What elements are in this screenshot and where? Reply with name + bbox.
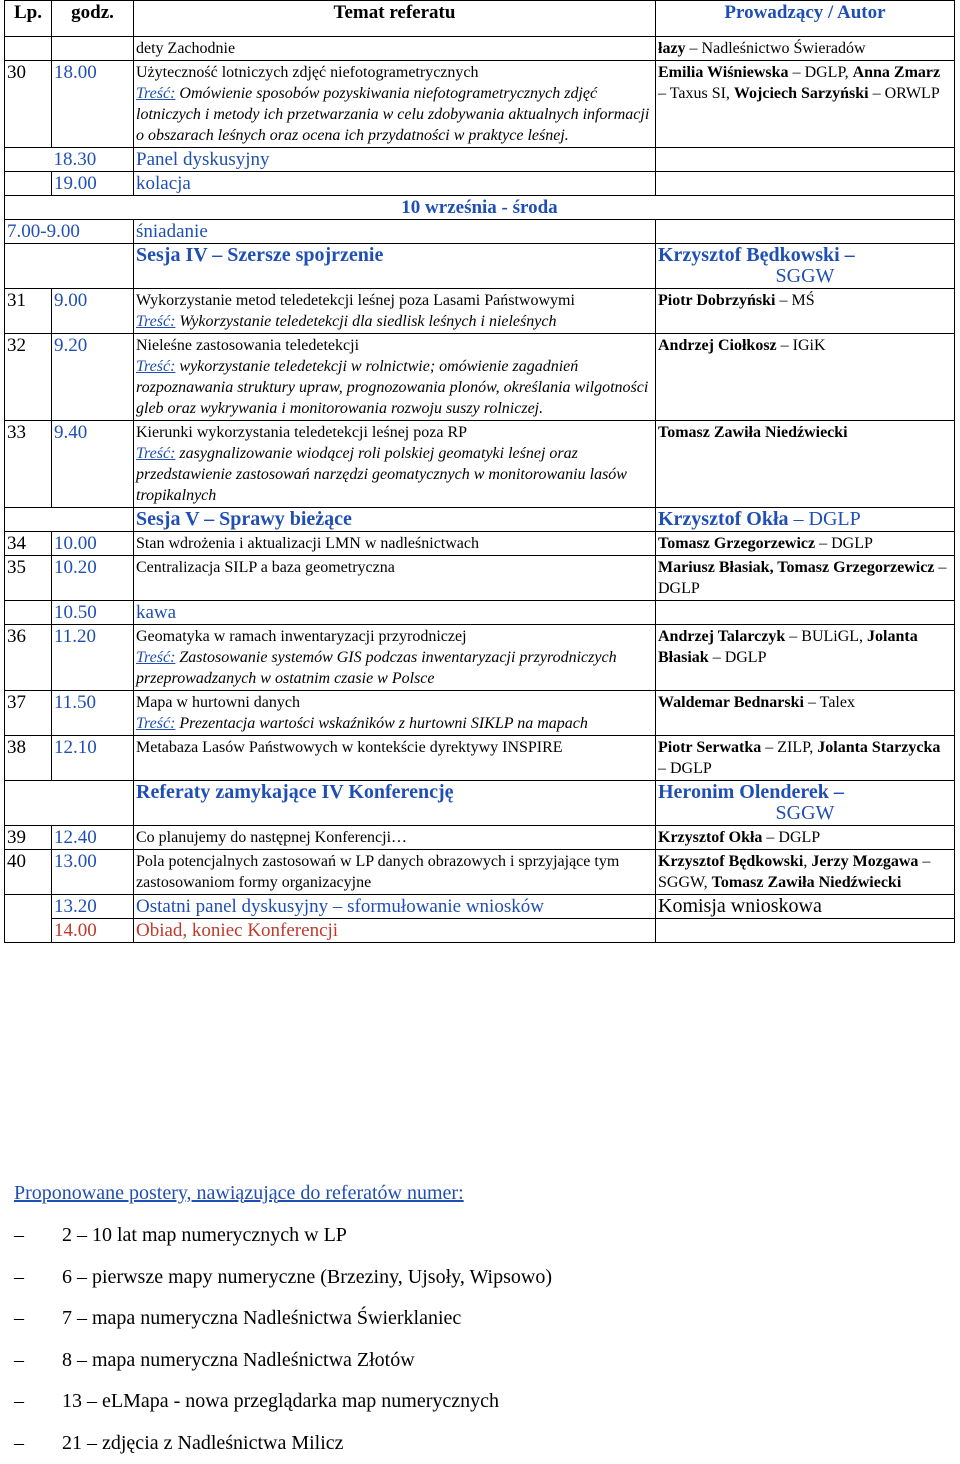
content-label: Treść:: [136, 649, 175, 666]
author-name: Anna Zmarz: [853, 64, 941, 81]
author-name: Jolanta Błasiak: [658, 628, 918, 666]
content-label: Treść:: [136, 313, 175, 330]
session-row: [5, 508, 955, 532]
topic-content: [136, 356, 653, 419]
chair-org: SGGW: [658, 803, 952, 824]
table-row: [5, 289, 955, 334]
table-row: [5, 532, 955, 556]
table-row: [5, 220, 955, 244]
row-time: 9.40: [52, 421, 134, 508]
topic-title: Metabaza Lasów Państwowych w kontekście dyrektywy INSPIRE: [134, 736, 656, 781]
panel-label: Panel dyskusyjny: [134, 148, 656, 172]
topic-content: [136, 443, 653, 506]
table-row: [5, 37, 955, 61]
list-item: [14, 1215, 944, 1257]
topic-title: Nieleśne zastosowania teledetekcji: [136, 335, 653, 356]
author-cell: [656, 61, 955, 148]
topic-content: [136, 713, 653, 734]
row-time: 13.20: [52, 895, 134, 919]
author-org: – SGGW,: [658, 853, 930, 891]
topic-title: Centralizacja SILP a baza geometryczna: [134, 556, 656, 601]
author-name: Jerzy Mozgawa: [811, 853, 918, 870]
table-row: [5, 691, 955, 736]
content-label: Treść:: [136, 445, 175, 462]
author-cell: [656, 691, 955, 736]
table-row: [5, 148, 955, 172]
row-number: 34: [5, 532, 52, 556]
final-panel-label: Ostatni panel dyskusyjny – sformułowanie wniosków: [134, 895, 656, 919]
row-number: 38: [5, 736, 52, 781]
author-name: Piotr Serwatka: [658, 739, 761, 756]
author-cell: [656, 736, 955, 781]
content-label: Treść:: [136, 85, 175, 102]
author-name: Andrzej Talarczyk: [658, 628, 785, 645]
list-item: [14, 1257, 944, 1299]
author-org: – DGLP: [709, 649, 767, 666]
list-item: [14, 1381, 944, 1423]
topic-cell: dety Zachodnie: [134, 37, 656, 61]
author-name: Krzysztof Okła: [658, 829, 762, 846]
table-row: [5, 334, 955, 421]
day-heading: 10 września - środa: [5, 196, 955, 220]
kolacja-label: kolacja: [134, 172, 656, 196]
posters-title: Proponowane postery, nawiązujące do referatów numer:: [14, 1182, 944, 1205]
author-cell: [656, 532, 955, 556]
author-name: Mariusz Błasiak, Tomasz Grzegorzewicz: [658, 559, 934, 576]
session-row: [5, 244, 955, 289]
table-row: [5, 826, 955, 850]
table-row: [5, 895, 955, 919]
session-title: Referaty zamykające IV Konferencję: [134, 781, 656, 826]
author-org: – IGiK: [777, 337, 826, 354]
author-org: – DGLP: [815, 535, 873, 552]
table-row: [5, 601, 955, 625]
author-org: – Taxus SI,: [658, 85, 734, 102]
row-number: 31: [5, 289, 52, 334]
row-number: 32: [5, 334, 52, 421]
content-label: Treść:: [136, 358, 175, 375]
poster-text: 6 – pierwsze mapy numeryczne (Brzeziny, Ujsoły, Wipsowo): [62, 1257, 552, 1299]
session-chair: [656, 781, 955, 826]
dash-bullet: –: [14, 1340, 62, 1382]
row-time: 13.00: [52, 850, 134, 895]
topic-title: Geomatyka w ramach inwentaryzacji przyrodniczej: [136, 626, 653, 647]
posters-list: [14, 1215, 944, 1464]
author-org: – DGLP: [658, 559, 946, 597]
breakfast-label: śniadanie: [134, 220, 656, 244]
chair-org: – DGLP: [789, 508, 861, 530]
content-text: Zastosowanie systemów GIS podczas inwentaryzacji przyrodniczych przeprowadzanych w ostatnim czasie w Polsce: [136, 649, 617, 687]
col-header-temat: Temat referatu: [134, 1, 656, 37]
row-time: 14.00: [52, 919, 134, 943]
table-row: [5, 919, 955, 943]
chair-org: SGGW: [658, 266, 952, 287]
chair-name: Krzysztof Będkowski –: [658, 244, 855, 266]
day-row: [5, 196, 955, 220]
row-time: 12.40: [52, 826, 134, 850]
topic-title: Wykorzystanie metod teledetekcji leśnej poza Lasami Państwowymi: [136, 290, 653, 311]
list-item: [14, 1298, 944, 1340]
dinner-label: Obiad, koniec Konferencji: [134, 919, 656, 943]
agenda-table: [4, 0, 955, 943]
author-org: – DGLP,: [789, 64, 853, 81]
session-title: Sesja IV – Szersze spojrzenie: [134, 244, 656, 289]
dash-bullet: –: [14, 1381, 62, 1423]
col-header-autor: Prowadzący / Autor: [656, 1, 955, 37]
row-time: 19.00: [52, 172, 134, 196]
author-name: łazy: [658, 40, 686, 57]
author-org: – ZILP,: [761, 739, 817, 756]
author-org: ,: [803, 853, 811, 870]
row-number: 40: [5, 850, 52, 895]
dash-bullet: –: [14, 1298, 62, 1340]
content-text: wykorzystanie teledetekcji w rolnictwie; omówienie zagadnień rozpoznawania struktury upraw, prognozowania plonów, określania wilgotności gleb oraz wykrywania i monitorowania rozwoju suszy rolniczej.: [136, 358, 648, 417]
topic-cell: [134, 625, 656, 691]
author-cell: [656, 289, 955, 334]
author-cell: [656, 625, 955, 691]
poster-text: 7 – mapa numeryczna Nadleśnictwa Świerklaniec: [62, 1298, 461, 1340]
author-name: Emilia Wiśniewska: [658, 64, 789, 81]
table-row: [5, 850, 955, 895]
topic-content: [136, 647, 653, 689]
row-time: 18.00: [52, 61, 134, 148]
poster-text: 8 – mapa numeryczna Nadleśnictwa Złotów: [62, 1340, 415, 1382]
chair-name: Krzysztof Okła: [658, 508, 789, 530]
table-row: [5, 556, 955, 601]
table-row: [5, 172, 955, 196]
topic-cell: [134, 334, 656, 421]
author-org: – DGLP: [762, 829, 820, 846]
topic-cell: [134, 289, 656, 334]
topic-title: Co planujemy do następnej Konferencji…: [134, 826, 656, 850]
kawa-label: kawa: [134, 601, 656, 625]
posters-section: [14, 1182, 944, 1464]
row-time: 7.00-9.00: [5, 220, 134, 244]
row-time: 10.50: [52, 601, 134, 625]
author-org: – Talex: [804, 694, 855, 711]
content-text: zasygnalizowanie wiodącej roli polskiej geomatyki leśnej oraz przedstawienie zastosowań narzędzi geomatycznych w monitorowaniu lasów tropikalnych: [136, 445, 627, 504]
table-row: [5, 625, 955, 691]
chair-name: Heronim Olenderek –: [658, 781, 844, 803]
col-header-lp: Lp.: [5, 1, 52, 37]
session-chair: [656, 244, 955, 289]
table-row: [5, 61, 955, 148]
topic-title: Mapa w hurtowni danych: [136, 692, 653, 713]
row-number: 33: [5, 421, 52, 508]
topic-title: Stan wdrożenia i aktualizacji LMN w nadleśnictwach: [134, 532, 656, 556]
row-number: 37: [5, 691, 52, 736]
final-panel-author: Komisja wnioskowa: [656, 895, 955, 919]
author-cell: [656, 421, 955, 508]
table-header-row: [5, 1, 955, 37]
topic-title: Pola potencjalnych zastosowań w LP danych obrazowych i sprzyjające tym zastosowaniom formy organizacyjne: [134, 850, 656, 895]
author-cell: [656, 37, 955, 61]
dash-bullet: –: [14, 1215, 62, 1257]
topic-cell: [134, 61, 656, 148]
row-time: 11.50: [52, 691, 134, 736]
row-time: 9.20: [52, 334, 134, 421]
topic-cell: [134, 691, 656, 736]
poster-text: 13 – eLMapa - nowa przeglądarka map numerycznych: [62, 1381, 499, 1423]
author-name: Krzysztof Będkowski: [658, 853, 803, 870]
author-name: Tomasz Zawiła Niedźwiecki: [658, 424, 848, 441]
topic-content: [136, 83, 653, 146]
row-time: 18.30: [52, 148, 134, 172]
dash-bullet: –: [14, 1257, 62, 1299]
session-chair: [656, 508, 955, 532]
author-cell: [656, 850, 955, 895]
row-number: 39: [5, 826, 52, 850]
author-name: Jolanta Starzycka: [817, 739, 940, 756]
session-row: [5, 781, 955, 826]
poster-text: 2 – 10 lat map numerycznych w LP: [62, 1215, 347, 1257]
row-time: 10.00: [52, 532, 134, 556]
author-org: – MŚ: [775, 292, 814, 309]
author-cell: [656, 334, 955, 421]
col-header-godz: godz.: [52, 1, 134, 37]
row-time: 12.10: [52, 736, 134, 781]
author-name: Andrzej Ciołkosz: [658, 337, 777, 354]
dash-bullet: –: [14, 1423, 62, 1464]
author-name: Tomasz Zawiła Niedźwiecki: [712, 874, 902, 891]
row-number: 30: [5, 61, 52, 148]
row-number: 35: [5, 556, 52, 601]
topic-cell: [134, 421, 656, 508]
topic-content: [136, 311, 653, 332]
row-number: 36: [5, 625, 52, 691]
poster-text: 21 – zdjęcia z Nadleśnictwa Milicz: [62, 1423, 344, 1464]
topic-title: Kierunki wykorzystania teledetekcji leśnej poza RP: [136, 422, 653, 443]
topic-title: Użyteczność lotniczych zdjęć niefotogrametrycznych: [136, 62, 653, 83]
content-label: Treść:: [136, 715, 175, 732]
author-org: – DGLP: [658, 760, 712, 777]
content-text: Omówienie sposobów pozyskiwania niefotogrametrycznych zdjęć lotniczych i metody ich przetwarzania w celu zdobywania aktualnych informacji o obszarach leśnych oraz ocena ich przydatności w praktyce leśnej.: [136, 85, 649, 144]
author-org: – ORWLP: [869, 85, 940, 102]
author-name: Tomasz Grzegorzewicz: [658, 535, 815, 552]
author-org: – BULiGL,: [785, 628, 867, 645]
author-name: Wojciech Sarzyński: [734, 85, 869, 102]
content-text: Prezentacja wartości wskaźników z hurtowni SIKLP na mapach: [175, 715, 587, 732]
author-cell: [656, 556, 955, 601]
session-title: Sesja V – Sprawy bieżące: [134, 508, 656, 532]
row-time: 9.00: [52, 289, 134, 334]
table-row: [5, 421, 955, 508]
list-item: [14, 1423, 944, 1464]
author-org: – Nadleśnictwo Świeradów: [686, 40, 866, 57]
author-cell: [656, 826, 955, 850]
row-time: 10.20: [52, 556, 134, 601]
table-row: [5, 736, 955, 781]
list-item: [14, 1340, 944, 1382]
author-name: Piotr Dobrzyński: [658, 292, 775, 309]
content-text: Wykorzystanie teledetekcji dla siedlisk leśnych i nieleśnych: [175, 313, 556, 330]
author-name: Waldemar Bednarski: [658, 694, 804, 711]
row-time: 11.20: [52, 625, 134, 691]
